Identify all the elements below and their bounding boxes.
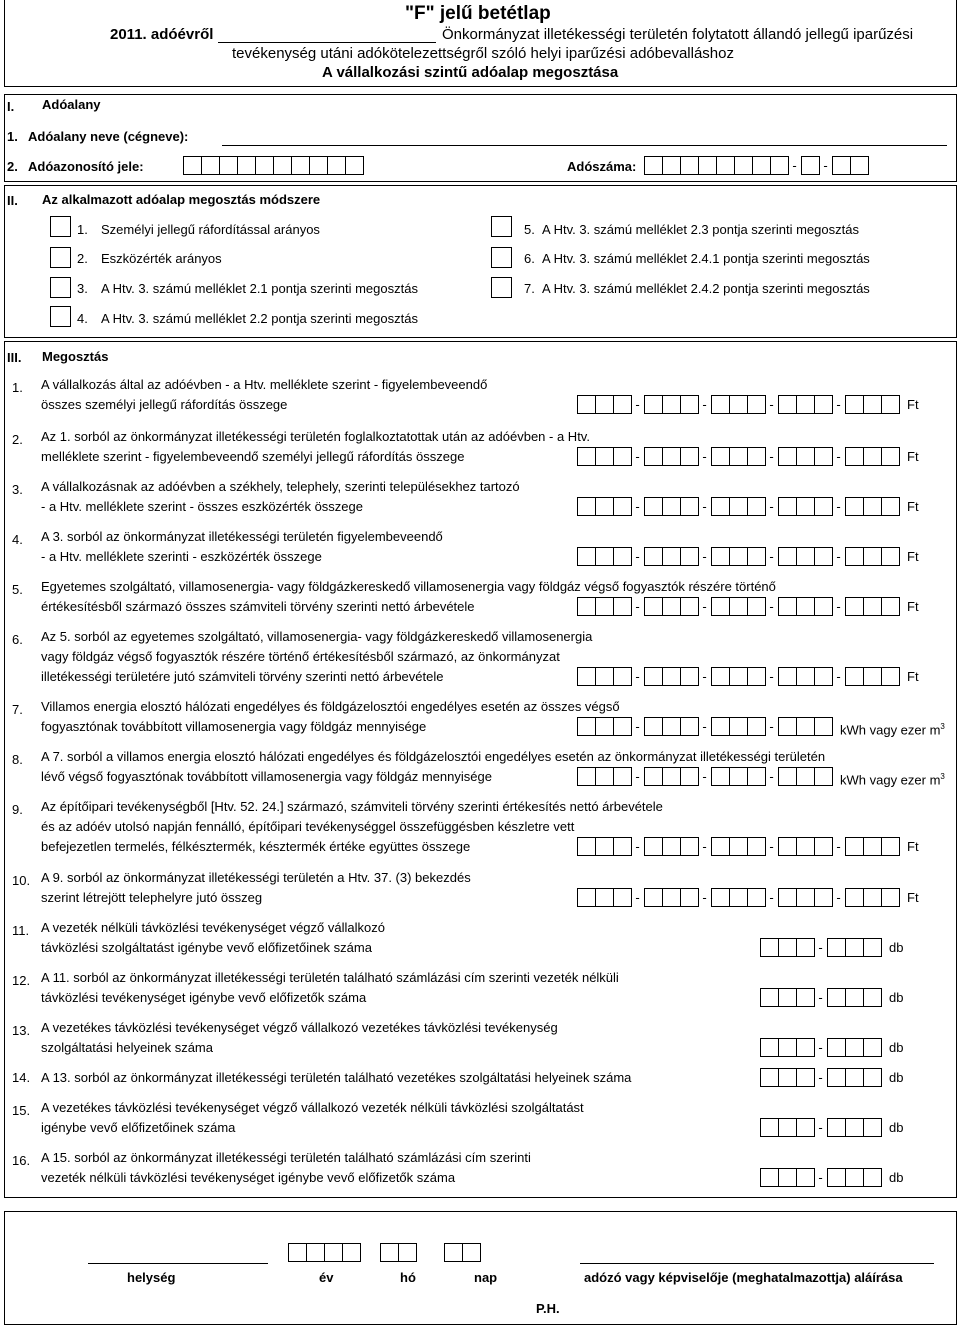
row-label-line: A 9. sorból az önkormányzat illetékességi területén a Htv. 37. (3) bekezdés (41, 870, 471, 885)
unit-label: Ft (907, 890, 919, 905)
signature-line[interactable] (580, 1263, 934, 1264)
method-num-6: 6. (524, 251, 535, 266)
taxpayer-name-label: Adóalany neve (cégneve): (28, 129, 189, 144)
method-checkbox-4[interactable] (50, 306, 71, 327)
place-label: helység (127, 1270, 176, 1285)
row-label-line: fogyasztónak továbbított villamosenergia vagy földgáz mennyisége (41, 719, 427, 734)
row-label-line: vezeték nélküli távközlési tevékenységet igénybe vevő előfizetők száma (41, 1170, 456, 1185)
unit-label: Ft (907, 549, 919, 564)
amount-cells[interactable]: - - - - Ft (577, 888, 919, 907)
row-label-line: A vállalkozásnak az adóévben a székhely, telephely, szerinti településekhez tartozó (41, 479, 520, 494)
taxpayer-name-field[interactable] (222, 145, 947, 146)
signer-label: adózó vagy képviselője (meghatalmazottja) aláírása (584, 1270, 903, 1285)
row2-num: 2. (7, 159, 18, 174)
row-label-line: A vezetékes távközlési tevékenységet végző vállalkozó vezeték nélküli távközlési szolgáltatást (41, 1100, 584, 1115)
row-label-line: Az építőipari tevékenységből [Htv. 52. 24.] származó, számviteli törvény szerinti értékesítés nettó árbevétele (41, 799, 663, 814)
municipality-name-line (218, 42, 436, 43)
row-num: 3. (12, 482, 23, 497)
stamp-label: P.H. (536, 1301, 560, 1316)
amount-cells[interactable]: - - - kWh vagy ezer $m^3$ (577, 767, 945, 786)
row-num: 6. (12, 632, 23, 647)
row-num: 4. (12, 532, 23, 547)
row-label-line: illetékességi területére jutó számviteli törvény szerinti nettó árbevétele (41, 669, 444, 684)
method-label-6: A Htv. 3. számú melléklet 2.4.1 pontja szerinti megosztás (542, 251, 870, 266)
method-num-5: 5. (524, 222, 535, 237)
row-num: 16. (12, 1153, 31, 1168)
row-label-line: - a Htv. melléklete szerint - összes eszközérték összege (41, 499, 363, 514)
unit-label: db (889, 1170, 904, 1185)
row-label-line: A 3. sorból az önkormányzat illetékességi területén figyelembeveendő (41, 529, 443, 544)
amount-cells[interactable]: - db (760, 1038, 903, 1057)
row-label-line: A vezetékes távközlési tevékenységet végző vállalkozó vezetékes távközlési tevékenység (41, 1020, 558, 1035)
amount-cells[interactable]: - - - - Ft (577, 547, 919, 566)
amount-cells[interactable]: - - - kWh vagy ezer $m^3$ (577, 717, 945, 736)
row-num: 1. (12, 380, 23, 395)
unit-label: db (889, 1120, 904, 1135)
amount-cells[interactable]: - db (760, 1068, 903, 1087)
row-num: 13. (12, 1023, 31, 1038)
amount-cells[interactable]: - - - - Ft (577, 667, 919, 686)
amount-cells[interactable]: - db (760, 988, 903, 1007)
month-cells[interactable] (380, 1243, 416, 1262)
amount-cells[interactable]: - - - - Ft (577, 597, 919, 616)
row-label-line: - a Htv. melléklete szerinti - eszközérték összege (41, 549, 322, 564)
row-num: 8. (12, 752, 23, 767)
amount-cells[interactable]: - - - - Ft (577, 395, 919, 414)
unit-label: db (889, 940, 904, 955)
amount-cells[interactable]: - - - - Ft (577, 497, 919, 516)
row-label-line: értékesítésből származó összes számviteli törvény szerinti nettó árbevétele (41, 599, 475, 614)
unit-label: Ft (907, 599, 919, 614)
unit-label: db (889, 1040, 904, 1055)
header-year: 2011. adóévről (110, 26, 214, 43)
method-num-1: 1. (77, 222, 88, 237)
section2-num: II. (7, 193, 18, 208)
unit-label: Ft (907, 397, 919, 412)
row-num: 9. (12, 802, 23, 817)
unit-label: db (889, 1070, 904, 1085)
amount-cells[interactable]: - - - - Ft (577, 447, 919, 466)
amount-cells[interactable]: - db (760, 1118, 903, 1137)
day-label: nap (474, 1270, 498, 1285)
row-num: 14. (12, 1070, 31, 1085)
tax-id-label: Adóazonosító jele: (28, 159, 144, 174)
amount-cells[interactable]: - - - - Ft (577, 837, 919, 856)
method-num-7: 7. (524, 281, 535, 296)
place-line[interactable] (88, 1263, 268, 1264)
row1-num: 1. (7, 129, 18, 144)
row-label-line: A 13. sorból az önkormányzat illetékességi területén található vezetékes szolgáltatási helyeinek száma (41, 1070, 632, 1085)
tax-number-label: Adószáma: (567, 159, 637, 174)
row-label-line: szolgáltatási helyeinek száma (41, 1040, 213, 1055)
section2-title: Az alkalmazott adóalap megosztás módszere (42, 192, 321, 207)
method-checkbox-5[interactable] (491, 216, 512, 237)
method-label-3: A Htv. 3. számú melléklet 2.1 pontja szerinti megosztás (101, 281, 418, 296)
unit-label: kWh vagy ezer $m^3$ (840, 722, 945, 738)
row-label-line: vagy földgáz végső fogyasztók részére történő értékesítésből származó, az önkormányzat (41, 649, 560, 664)
tax-id-cells[interactable] (183, 156, 363, 175)
method-checkbox-2[interactable] (50, 247, 71, 268)
row-label-line: összes személyi jellegű ráfordítás összege (41, 397, 288, 412)
row-label-line: szerint létrejött telephelyre jutó összeg (41, 890, 263, 905)
month-label: hó (400, 1270, 416, 1285)
year-label: év (319, 1270, 334, 1285)
amount-cells[interactable]: - db (760, 1168, 903, 1187)
row-label-line: Villamos energia elosztó hálózati engedélyes és földgázelosztói engedélyes esetén az összes végső (41, 699, 620, 714)
day-cells[interactable] (444, 1243, 480, 1262)
method-label-4: A Htv. 3. számú melléklet 2.2 pontja szerinti megosztás (101, 311, 418, 326)
unit-label: Ft (907, 499, 919, 514)
row-num: 12. (12, 973, 31, 988)
method-label-5: A Htv. 3. számú melléklet 2.3 pontja szerinti megosztás (542, 222, 859, 237)
method-checkbox-7[interactable] (491, 277, 512, 298)
method-label-1: Személyi jellegű ráfordítással arányos (101, 222, 320, 237)
method-checkbox-1[interactable] (50, 216, 71, 237)
row-label-line: igénybe vevő előfizetőinek száma (41, 1120, 236, 1135)
row-label-line: és az adóév utolsó napján fennálló, építőipari tevékenységgel összefüggésben készletre vett (41, 819, 575, 834)
header-line1: Önkormányzat illetékességi területén folytatott állandó jellegű iparűzési (442, 26, 914, 43)
row-num: 11. (12, 923, 30, 938)
row-num: 10. (12, 873, 31, 888)
row-num: 2. (12, 432, 23, 447)
method-num-4: 4. (77, 311, 88, 326)
section3-num: III. (7, 350, 22, 365)
unit-label: Ft (907, 839, 919, 854)
unit-label: Ft (907, 449, 919, 464)
row-label-line: melléklete szerint - figyelembeveendő személyi jellegű ráfordítás összege (41, 449, 465, 464)
section3-title: Megosztás (42, 349, 109, 364)
unit-label: db (889, 990, 904, 1005)
row-label-line: A 15. sorból az önkormányzat illetékességi területén található számlázási cím szerinti (41, 1150, 531, 1165)
unit-label: Ft (907, 669, 919, 684)
row-label-line: A 7. sorból a villamos energia elosztó hálózati engedélyes és földgázelosztói engedélyes esetén az önkormányzat illetékességi területén (41, 749, 826, 764)
row-label-line: A vezeték nélküli távközlési tevékenységet végző vállalkozó (41, 920, 385, 935)
row-label-line: Egyetemes szolgáltató, villamosenergia- vagy földgázkereskedő villamosenergia vagy földgáz végső fogyasztók részére történő (41, 579, 776, 594)
row-num: 7. (12, 702, 23, 717)
tax-number-cells[interactable]: - - (644, 156, 868, 175)
row-label-line: lévő végső fogyasztónak továbbított villamosenergia vagy földgáz mennyisége (41, 769, 492, 784)
header-line2: tevékenység utáni adókötelezettségről szóló helyi iparűzési adóbevalláshoz (232, 45, 734, 62)
method-checkbox-3[interactable] (50, 277, 71, 298)
amount-cells[interactable]: - db (760, 938, 903, 957)
row-label-line: befejezetlen termelés, félkésztermék, késztermék értéke együttes összege (41, 839, 471, 854)
method-checkbox-6[interactable] (491, 247, 512, 268)
row-num: 15. (12, 1103, 31, 1118)
section1-num: I. (7, 99, 15, 114)
row-label-line: A vállalkozás által az adóévben - a Htv. melléklete szerint - figyelembeveendő (41, 377, 488, 392)
year-cells[interactable] (288, 1243, 360, 1262)
row-num: 5. (12, 582, 23, 597)
row-label-line: távközlési szolgáltatást igénybe vevő előfizetőinek száma (41, 940, 372, 955)
unit-label: kWh vagy ezer $m^3$ (840, 772, 945, 788)
header-line3: A vállalkozási szintű adóalap megosztása (322, 64, 619, 81)
method-label-7: A Htv. 3. számú melléklet 2.4.2 pontja szerinti megosztás (542, 281, 870, 296)
section1-title: Adóalany (42, 97, 101, 112)
row-label-line: A 11. sorból az önkormányzat illetékességi területén található számlázási cím szerinti vezeték nélküli (41, 970, 619, 985)
method-num-3: 3. (77, 281, 88, 296)
signature-box (4, 1211, 957, 1325)
row-label-line: Az 5. sorból az egyetemes szolgáltató, villamosenergia- vagy földgázkereskedő villamosenergia (41, 629, 593, 644)
form-title: "F" jelű betétlap (405, 3, 551, 24)
row-label-line: távközlési tevékenységet igénybe vevő előfizetők száma (41, 990, 367, 1005)
method-num-2: 2. (77, 251, 88, 266)
method-label-2: Eszközérték arányos (101, 251, 222, 266)
row-label-line: Az 1. sorból az önkormányzat illetékességi területén foglalkoztatottak után az adóévben - a Htv. (41, 429, 590, 444)
